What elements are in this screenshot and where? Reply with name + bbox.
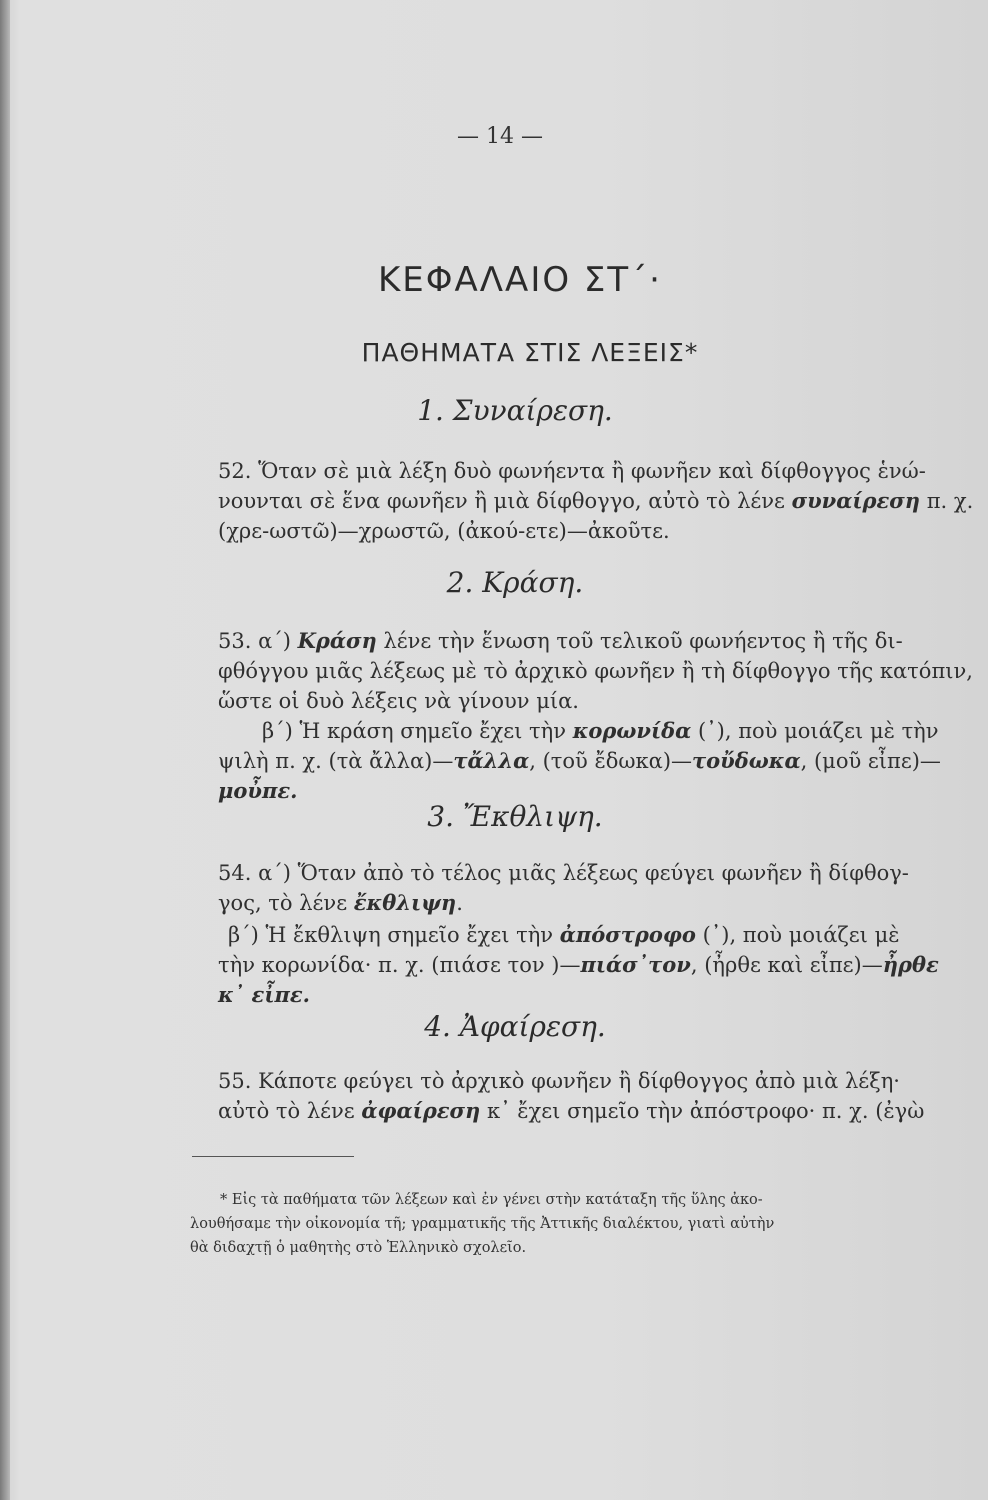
text-run: π. χ. <box>920 489 974 513</box>
page-number: — 14 — <box>457 124 543 149</box>
text-run: (᾽), ποὺ μοιάζει μὲ τὴν <box>691 719 939 743</box>
text-line <box>218 626 908 656</box>
footnote-line: θὰ διδαχτῇ ὁ μαθητὴς στὸ Ἑλληνικὸ σχολεῖο. <box>190 1240 527 1256</box>
text-line: 55. Κάποτε φεύγει τὸ ἀρχικὸ φωνῆεν ἢ δίφθογγος ἀπὸ μιὰ λέξη· <box>218 1069 900 1093</box>
term-ekthlipsi: ἔκθλιψη <box>353 890 457 915</box>
example-keipe: κ᾽ εἶπε. <box>218 982 310 1007</box>
term-koronida: κορωνίδα <box>572 718 692 743</box>
text-run: λένε τὴν ἕνωση τοῦ τελικοῦ φωνήεντος ἢ τῆς δι- <box>376 629 903 653</box>
paragraph-54a <box>218 858 908 918</box>
footnote-line: * Εἰς τὰ παθήματα τῶν λέξεων καὶ ἐν γένει στὴν κατάταξη τῆς ὕλης ἀκο- <box>220 1192 763 1208</box>
text-line <box>218 746 941 776</box>
text-run: γος, τὸ λένε <box>218 891 354 915</box>
text-line: 52. Ὅταν σὲ μιὰ λέξη δυὸ φωνήεντα ἢ φωνῆεν καὶ δίφθογγος ἑνώ- <box>218 459 926 483</box>
section-heading-synairesi: 1. Συναίρεση. <box>417 394 613 427</box>
text-line <box>218 950 939 980</box>
text-run: . <box>456 891 463 915</box>
text-run: β΄) Ἡ ἔκθλιψη σημεῖο ἔχει τὴν <box>228 923 560 947</box>
text-line: φθόγγου μιᾶς λέξεως μὲ τὸ ἀρχικὸ φωνῆεν ἢ τὴ δίφθογγο τῆς κατόπιν, <box>218 659 973 683</box>
text-run: (᾽), ποὺ μοιάζει μὲ <box>695 923 900 947</box>
text-run: , (ἦρθε καὶ εἶπε)— <box>690 953 883 977</box>
text-run: 53. α΄) <box>218 629 298 653</box>
chapter-subtitle: ΠΑΘΗΜΑΤΑ ΣΤΙΣ ΛΕΞΕΙΣ* <box>361 338 699 367</box>
example-piaston: πιάσ᾽τον <box>580 952 691 977</box>
text-run: , (μοῦ εἶπε)— <box>800 749 941 773</box>
text-line <box>218 716 939 746</box>
footnote-divider <box>192 1156 354 1157</box>
text-line: 54. α΄) Ὅταν ἀπὸ τὸ τέλος μιᾶς λέξεως φεύγει φωνῆεν ἢ δίφθογ- <box>218 861 909 885</box>
binding-edge <box>0 0 10 1500</box>
paragraph-55 <box>218 1066 925 1126</box>
example-irthe: ἦρθε <box>882 952 939 977</box>
chapter-title: ΚΕΦΑΛΑΙΟ ΣΤ΄· <box>378 260 662 300</box>
example-toudoka: τοὔδωκα <box>692 748 801 773</box>
footnote <box>190 1188 890 1260</box>
section-heading-krasi: 2. Κράση. <box>446 566 584 599</box>
text-run: ψιλὴ π. χ. (τὰ ἄλλα)— <box>218 749 454 773</box>
text-line <box>218 1096 925 1126</box>
term-krasi: Κράση <box>297 628 377 653</box>
term-synairesi: συναίρεση <box>791 488 921 513</box>
paragraph-52 <box>218 456 974 546</box>
section-heading-afairesi: 4. Ἀφαίρεση. <box>424 1010 606 1043</box>
text-line: (χρε-ωστῶ)—χρωστῶ, (ἀκού-ετε)—ἀκοῦτε. <box>218 519 670 543</box>
text-run: νουνται σὲ ἕνα φωνῆεν ἢ μιὰ δίφθογγο, αὐτὸ τὸ λένε <box>218 489 792 513</box>
text-run: β΄) Ἡ κράση σημεῖο ἔχει τὴν <box>262 719 573 743</box>
term-afairesi: ἀφαίρεση <box>361 1098 481 1123</box>
text-line <box>218 486 974 516</box>
paragraph-53a <box>218 626 973 716</box>
text-line: ὥστε οἱ δυὸ λέξεις νὰ γίνουν μία. <box>218 689 579 713</box>
text-run: , (τοῦ ἔδωκα)— <box>529 749 693 773</box>
text-run: κ᾽ ἔχει σημεῖο τὴν ἀπόστροφο· π. χ. (ἐγὼ <box>480 1099 925 1123</box>
paragraph-54b <box>218 920 939 1010</box>
paragraph-53b <box>218 716 941 806</box>
example-moupe: μοὖπε. <box>218 778 298 803</box>
example-talla: τἄλλα <box>453 748 530 773</box>
text-run: τὴν κορωνίδα· π. χ. (πιάσε τον )— <box>218 953 581 977</box>
text-line <box>218 888 908 918</box>
text-line <box>218 920 908 950</box>
text-run: αὐτὸ τὸ λένε <box>218 1099 362 1123</box>
section-heading-ekthlipsi: 3. Ἔκθλιψη. <box>427 800 603 833</box>
term-apostrofo: ἀπόστροφο <box>559 922 696 947</box>
footnote-line: λουθήσαμε τὴν οἰκονομία τῆ; γραμματικῆς τῆς Ἀττικῆς διαλέκτου, γιατὶ αὐτὴν <box>190 1216 775 1232</box>
